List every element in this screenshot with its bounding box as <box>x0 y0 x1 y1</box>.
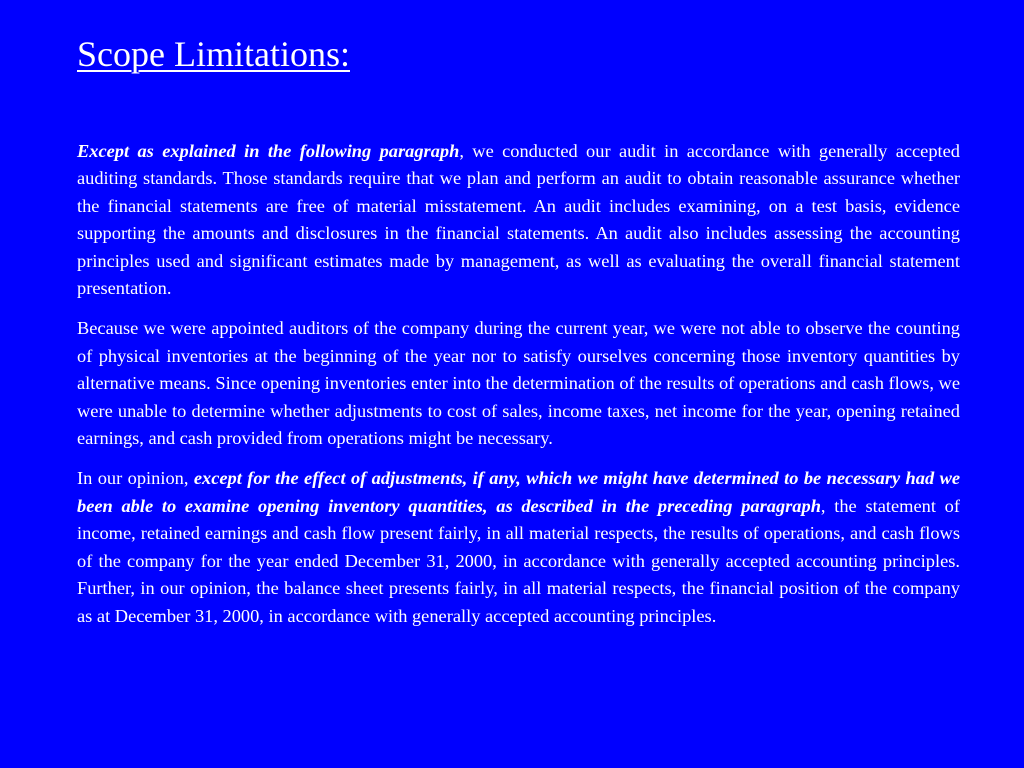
paragraph-limitation <box>77 315 960 452</box>
slide-title: Scope Limitations: <box>77 34 350 74</box>
paragraph-opinion-lead: In our opinion, <box>77 468 194 489</box>
paragraph-opinion <box>77 465 960 629</box>
paragraph-scope-emphasis: Except as explained in the following paragraph <box>77 141 460 161</box>
paragraph-scope-text: , we conducted our audit in accordance with generally accepted auditing standards. Those standards require that we plan and perform an audit to obtain reasonable assurance whether the financial statements are free of material misstatement. An audit includes examining, on a test basis, evidence supporting the amounts and disclosures in the financial statements. An audit also includes assessing the accounting principles used and significant estimates made by management, as well as evaluating the overall financial statement presentation. <box>77 141 961 299</box>
paragraph-opinion-text: , the statement of income, retained earnings and cash flow present fairly, in all material respects, the results of operations, and cash flows of the company for the year ended December 31, 2000, in accordance with generally accepted accounting principles. Further, in our opinion, the balance sheet presents fairly, in all material respects, the financial position of the company as at December 31, 2000, in accordance with generally accepted accounting principles. <box>77 495 960 626</box>
paragraph-scope <box>77 138 960 302</box>
paragraph-opinion-emphasis: except for the effect of adjustments, if any, which we might have determined to be necessary had we been able to examine opening inventory quantities, as described in the preceding paragraph <box>77 468 961 516</box>
paragraph-limitation-text: Because we were appointed auditors of the company during the current year, we were not able to observe the counting of physical inventories at the beginning of the year nor to satisfy ourselves concerning those inventory quantities by alternative means. Since opening inventories enter into the determination of the results of operations and cash flows, we were unable to determine whether adjustments to cost of sales, income taxes, net income for the year, opening retained earnings, and cash provided from operations might be necessary. <box>77 318 961 449</box>
slide-body <box>77 138 960 630</box>
